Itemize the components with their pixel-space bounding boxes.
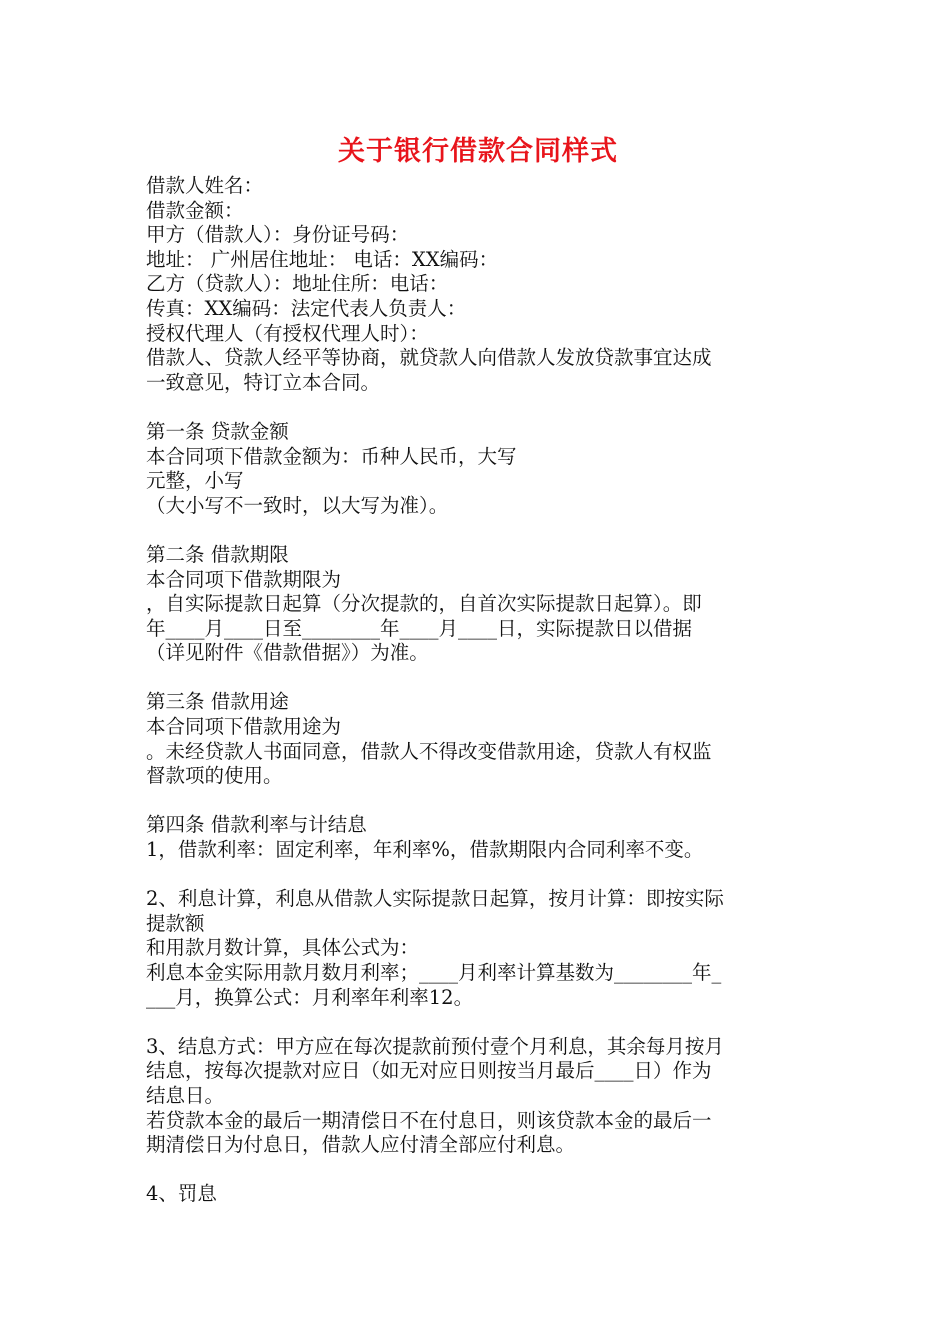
text-line: 第四条 借款利率与计结息 bbox=[146, 813, 367, 837]
text-line: 利息本金实际用款月数月利率；____月利率计算基数为________年_ bbox=[146, 961, 722, 984]
blank-line bbox=[146, 863, 810, 888]
text-line: 提款额 bbox=[146, 911, 205, 935]
text-line: 地址： 广州居住地址： 电话：XX编码： bbox=[146, 247, 499, 271]
document-body bbox=[146, 174, 810, 1207]
text-line: 3、结息方式：甲方应在每次提款前预付壹个月利息，其余每月按月 bbox=[146, 1034, 724, 1058]
text-line: 本合同项下借款金额为：币种人民币，大写 bbox=[146, 444, 517, 468]
text-line: 元整，小写 bbox=[146, 469, 244, 493]
blank-line bbox=[146, 395, 810, 420]
text-line: 若贷款本金的最后一期清偿日不在付息日，则该贷款本金的最后一 bbox=[146, 1108, 712, 1132]
text-line: 年____月____日至________年____月____日，实际提款日以借据 bbox=[146, 616, 693, 640]
text-line: 期清偿日为付息日，借款人应付清全部应付利息。 bbox=[146, 1133, 576, 1157]
text-line: 4、罚息 bbox=[146, 1182, 217, 1206]
text-line: （大小写不一致时，以大写为准）。 bbox=[146, 493, 449, 517]
document-title: 关于银行借款合同样式 bbox=[338, 136, 618, 167]
text-line: 甲方（借款人）：身份证号码： bbox=[146, 223, 410, 247]
blank-line bbox=[146, 518, 810, 543]
text-line: ，自实际提款日起算（分次提款的，自首次实际提款日起算）。即 bbox=[146, 592, 702, 616]
text-line: 借款人、贷款人经平等协商，就贷款人向借款人发放贷款事宜达成 bbox=[146, 346, 712, 370]
blank-line bbox=[146, 666, 810, 691]
text-line: （详见附件《借款借据》）为准。 bbox=[146, 641, 429, 665]
document-page bbox=[146, 132, 810, 1207]
blank-line bbox=[146, 1158, 810, 1183]
text-line: 。未经贷款人书面同意，借款人不得改变借款用途，贷款人有权监 bbox=[146, 739, 712, 763]
text-line: 本合同项下借款用途为 bbox=[146, 715, 342, 739]
text-line: 传真：XX编码：法定代表人负责人： bbox=[146, 296, 467, 320]
text-line: 一致意见，特订立本合同。 bbox=[146, 370, 381, 394]
text-line: 借款金额： bbox=[146, 198, 244, 222]
text-line: 督款项的使用。 bbox=[146, 764, 283, 788]
blank-line bbox=[146, 1010, 810, 1035]
text-line: 1，借款利率：固定利率，年利率%，借款期限内合同利率不变。 bbox=[146, 838, 704, 862]
text-line: 结息日。 bbox=[146, 1083, 225, 1107]
text-line: 乙方（贷款人）：地址住所：电话： bbox=[146, 272, 449, 296]
text-line: 2、利息计算，利息从借款人实际提款日起算，按月计算：即按实际 bbox=[146, 887, 724, 911]
text-line: 结息，按每次提款对应日（如无对应日则按当月最后____日）作为 bbox=[146, 1059, 712, 1083]
text-line: 本合同项下借款期限为 bbox=[146, 567, 342, 591]
text-line: 第三条 借款用途 bbox=[146, 690, 289, 714]
text-line: 授权代理人（有授权代理人时）： bbox=[146, 321, 429, 345]
text-line: 第一条 贷款金额 bbox=[146, 419, 289, 443]
text-line: 和用款月数计算，具体公式为： bbox=[146, 936, 420, 960]
text-line: 第二条 借款期限 bbox=[146, 542, 289, 566]
text-line: 借款人姓名： bbox=[146, 174, 264, 197]
text-line: ___月，换算公式：月利率年利率12。 bbox=[146, 985, 474, 1009]
blank-line bbox=[146, 789, 810, 814]
